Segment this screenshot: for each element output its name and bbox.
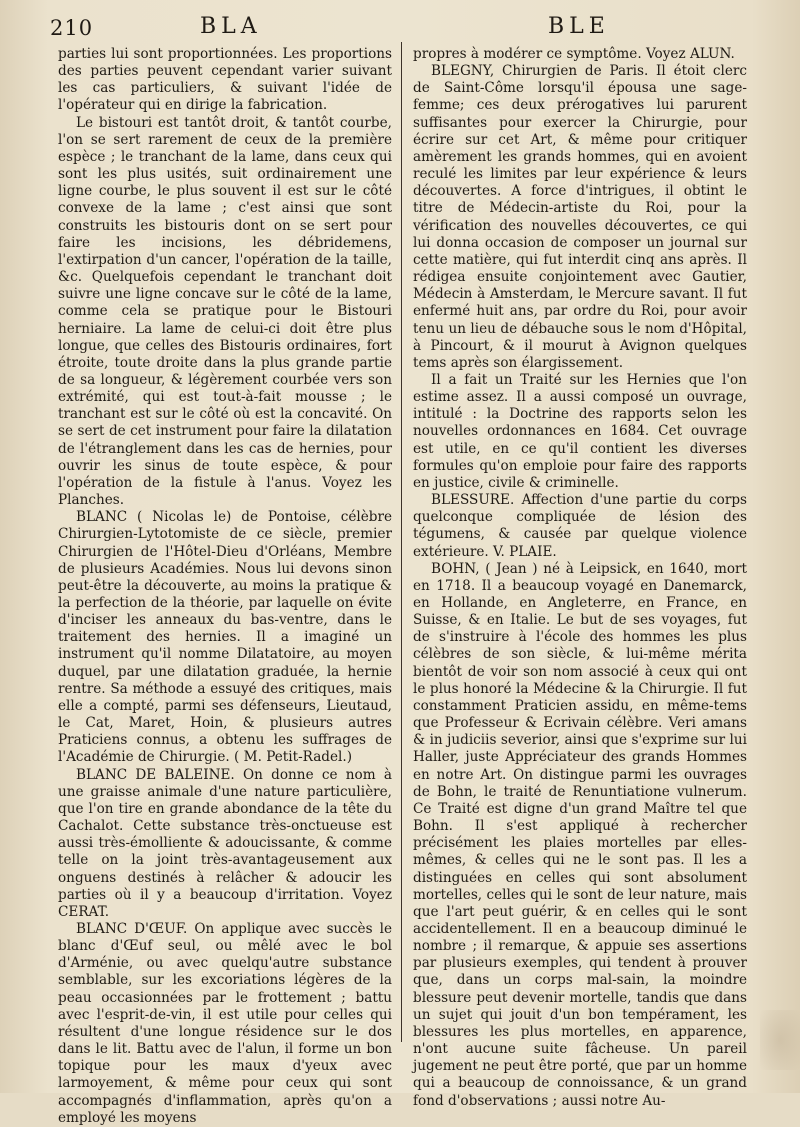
right-column (413, 46, 747, 1110)
paragraph-continued: parties lui sont proportionnées. Les proportions des parties peuvent cependant varier suivant les cas particuliers, & suivant l'idée de l'opérateur qui en dirige la fabrication. (58, 46, 392, 114)
entry-blanc-nicolas: BLANC ( Nicolas le) de Pontoise, célèbre Chirurgien-Lytotomiste de ce siècle, premier Chirurgien de l'Hôtel-Dieu d'Orléans, Membre de plusieurs Académies. Nous lui devons sinon peut-être la découverte, au moins la pratique & la perfection de la théorie, par laquelle on évite d'inciser les anneaux du bas-ventre, dans le traitement des hernies. Il a imaginé un instrument qu'il nomme Dilatatoire, au moyen duquel, par une dilatation graduée, la hernie rentre. Sa méthode a essuyé des critiques, mais elle a compté, parmi ses défenseurs, Lieutaud, le Cat, Maret, Hoin, & plusieurs autres Praticiens connus, a obtenu les suffrages de l'Académie de Chirurgie. ( M. Petit-Radel.) (58, 509, 392, 766)
entry-blegny: BLEGNY, Chirurgien de Paris. Il étoit clerc de Saint-Côme lorsqu'il épousa une sage-femme; ces deux prérogatives lui parurent suffisantes pour exercer la Chirurgie, pour écrire sur cet Art, & même pour critiquer amèrement les grands hommes, qui en avoient reculé les limites par leur expérience & leurs découvertes. A force d'intrigues, il obtint le titre de Médecin-artiste du Roi, pour la vérification des nouvelles découvertes, ce qui lui donna occasion de composer un journal sur cette matière, qui fut interdit cinq ans après. Il rédigea ensuite conjointement avec Gautier, Médecin à Amsterdam, le Mercure savant. Il fut enfermé huit ans, par ordre du Roi, pour avoir tenu un lieu de débauche sous le nom d'Hôpital, à Pincourt, & il mourut à Avignon quelques tems après son élargissement. (413, 63, 747, 371)
left-running-head: BLA (200, 14, 262, 39)
page-header (0, 14, 800, 44)
right-running-head: BLE (548, 14, 610, 39)
entry-blessure: BLESSURE. Affection d'une partie du corps quelconque compliquée de lésion des tégumens, & causée par quelque violence extérieure. V. PLAIE. (413, 492, 747, 560)
paper-stain (760, 1010, 800, 1070)
entry-bohn: BOHN, ( Jean ) né à Leipsick, en 1640, mort en 1718. Il a beaucoup voyagé en Danemarck, en Hollande, en Angleterre, en France, en Suisse, & en Italie. Le but de ses voyages, fut de s'instruire à l'école des hommes les plus célèbres de son siècle, & lui-même mérita bientôt de voir son nom associé à ceux qui ont le plus honoré la Médecine & la Chirurgie. Il fut constamment Praticien assidu, en même-tems que Professeur & Ecrivain célèbre. Veri amans & in judiciis severior, ainsi que s'exprime sur lui Haller, juste Appréciateur des grands Hommes en notre Art. On distingue parmi les ouvrages de Bohn, le traité de Renuntiatione vulnerum. Ce Traité est digne d'un grand Maître tel que Bohn. Il s'est appliqué à rechercher précisément les plaies mortelles par elles-mêmes, & celles qui ne le sont pas. Il les a distinguées en celles qui sont absolument mortelles, celles qui le sont de leur nature, mais que l'art peut guérir, & en celles qui le sont accidentellement. Il en a beaucoup diminué le nombre ; il remarque, & appuie ses assertions par plusieurs exemples, qui tendent à prouver que, dans un corps mal-sain, la moindre blessure peut devenir mortelle, tandis que dans un sujet qui jouit d'un bon tempérament, les blessures les plus mortelles, en apparence, n'ont aucune suite fâcheuse. Un pareil jugement ne peut être porté, que par un homme qui a beaucoup de connoissance, & un grand fond d'observations ; aussi notre Au- (413, 560, 747, 1109)
page-number: 210 (50, 16, 94, 40)
entry-blanc-de-baleine: BLANC DE BALEINE. On donne ce nom à une graisse animale d'une nature particulière, que l'on tire en grande abondance de la tête du Cachalot. Cette substance très-onctueuse est aussi très-émolliente & adoucissante, & comme telle on la joint très-avantageusement aux onguens destinés à relâcher & adoucir les parties où il y a beaucoup d'irritation. Voyez CERAT. (58, 766, 392, 920)
paragraph-continued: propres à modérer ce symptôme. Voyez ALUN. (413, 46, 735, 62)
paragraph-bistouri: Le bistouri est tantôt droit, & tantôt courbe, l'on se sert rarement de ceux de la première espèce ; le tranchant de la lame, dans ceux qui sont les plus usités, suit ordinairement une ligne courbe, le plus souvent il est sur le côté convexe de la lame ; c'est ainsi que sont construits les bistouris dont on se sert pour faire les incisions, les débridemens, l'extirpation d'un cancer, l'opération de la taille, &c. Quelquefois cependant le tranchant doit suivre une ligne concave sur le côté de la lame, comme cela se pratique pour le Bistouri herniaire. La lame de celui-ci doit être plus longue, que celles des Bistouris ordinaires, fort étroite, toute droite dans la plus grande partie de sa longueur, & légèrement courbée vers son extrémité, qui est tout-à-fait mousse ; le tranchant est sur le côté où est la concavité. On se sert de cet instrument pour faire la dilatation de l'étranglement dans les cas de hernies, pour ouvrir les sinus de toute espèce, & pour l'opération de la fistule à l'anus. Voyez les Planches. (58, 114, 392, 509)
entry-blanc-d-oeuf: BLANC D'ŒUF. On applique avec succès le blanc d'Œuf seul, ou mêlé avec le bol d'Arménie, ou avec quelqu'autre substance semblable, sur les excoriations légères de la peau occasionnées par le frottement ; battu avec l'esprit-de-vin, il est utile pour celles qui résultent d'une longue résidence sur le dos dans le lit. Battu avec de l'alun, il forme un bon topique pour les maux d'yeux avec larmoyement, & même pour ceux qui sont accompagnés d'inflammation, après qu'on a employé les moyens (58, 920, 392, 1126)
left-column (58, 46, 392, 1127)
paragraph-traite-hernies: Il a fait un Traité sur les Hernies que l'on estime assez. Il a aussi composé un ouvrage, intitulé : la Doctrine des rapports selon les nouvelles ordonnances en 1684. Cet ouvrage est utile, en ce qu'il contient les diverses formules qu'on emploie pour faire des rapports en justice, civile & criminelle. (413, 371, 747, 491)
column-divider (401, 42, 402, 1042)
